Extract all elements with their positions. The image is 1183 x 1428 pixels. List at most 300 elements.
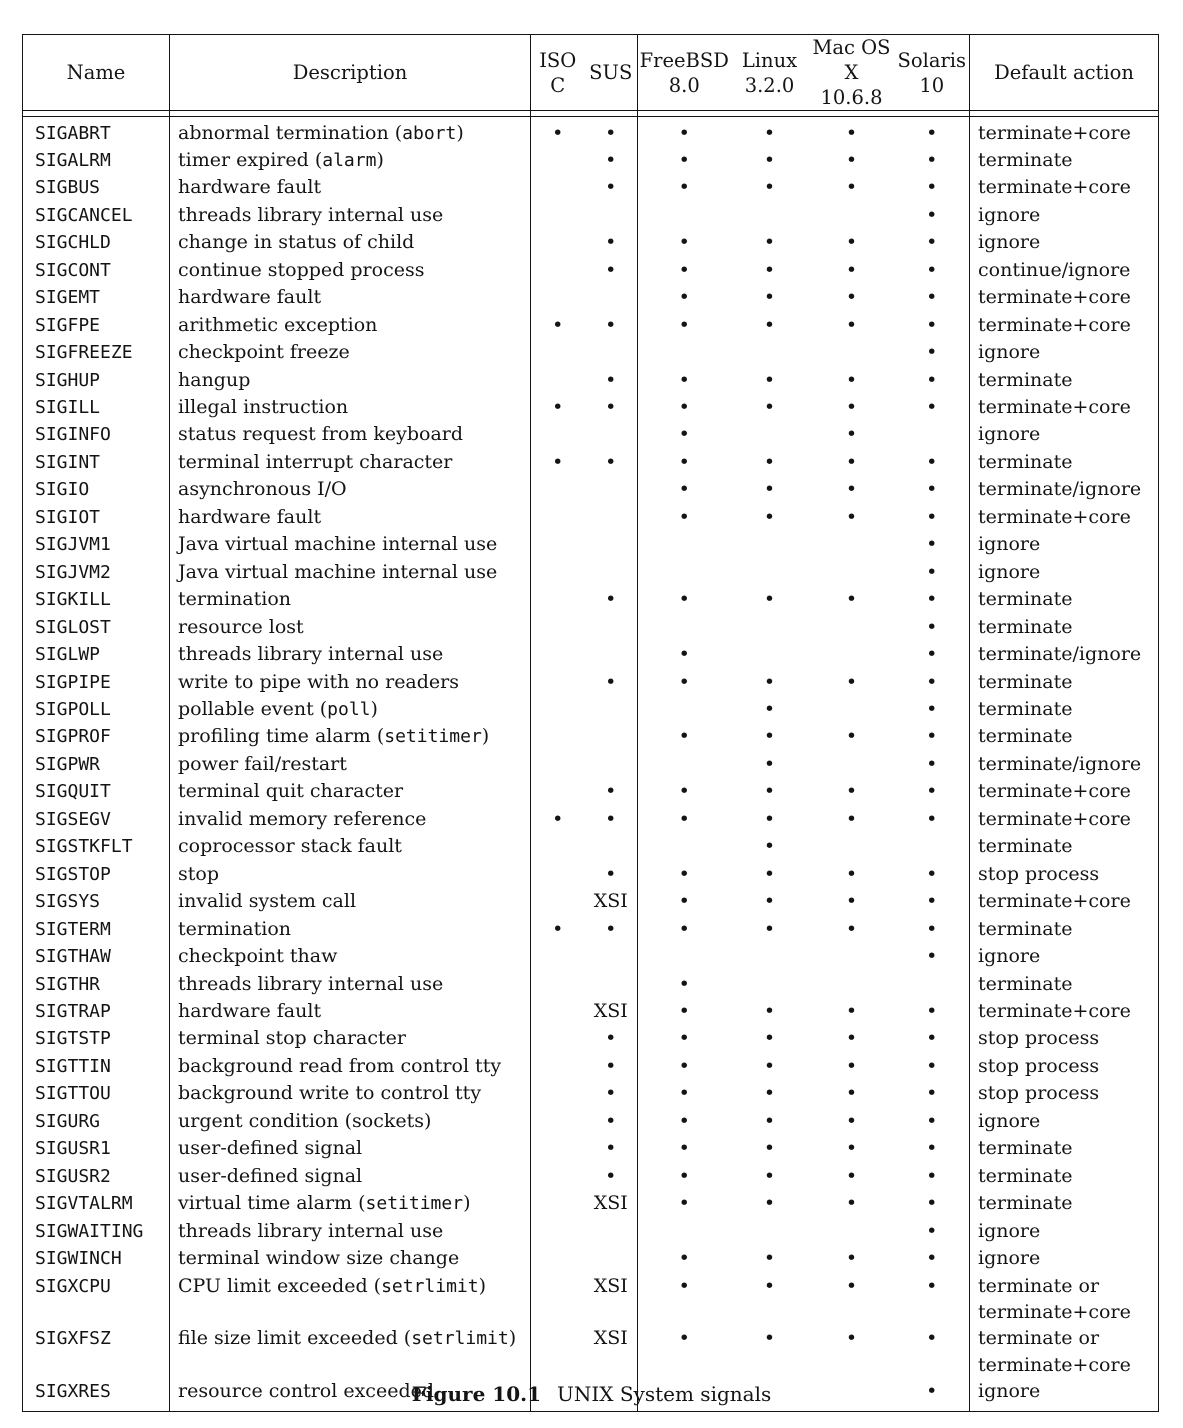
default-action-cell: terminate or terminate+core — [970, 1325, 1159, 1378]
sus-cell — [585, 696, 638, 723]
signal-name: SIGFPE — [35, 314, 101, 336]
default-action-cell: ignore — [970, 1218, 1159, 1245]
table-row — [23, 449, 1159, 476]
freebsd-cell: • — [638, 1245, 731, 1272]
macosx-cell — [809, 641, 895, 668]
default-action-cell: terminate — [970, 971, 1159, 998]
macosx-cell: • — [845, 286, 858, 309]
table-row — [23, 147, 1159, 174]
signal-name: SIGJVM2 — [35, 561, 111, 583]
default-action-cell: terminate — [970, 669, 1159, 696]
default-action-cell: terminate or terminate+core — [970, 1273, 1159, 1326]
signal-name: SIGEMT — [35, 287, 101, 309]
signal-description-cell: checkpoint thaw — [170, 943, 531, 970]
sus-cell: XSI — [593, 890, 628, 913]
signal-description-cell: virtual time alarm (setitimer) — [170, 1190, 531, 1217]
signal-name: SIGXFSZ — [35, 1328, 111, 1350]
platform-version: 10.6.8 — [820, 86, 883, 109]
solaris-cell: • — [926, 1192, 938, 1215]
signal-name: SIGURG — [35, 1110, 101, 1132]
default-action-cell: ignore — [970, 1378, 1159, 1411]
default-action-cell: ignore — [970, 943, 1159, 970]
signal-name-cell — [23, 614, 170, 641]
iso-c-cell — [531, 202, 585, 229]
signal-name: SIGCHLD — [35, 232, 111, 254]
default-action-cell: terminate — [970, 586, 1159, 613]
freebsd-cell: • — [638, 723, 731, 750]
signal-name-cell — [23, 174, 170, 201]
sus-cell: • — [605, 450, 617, 473]
freebsd-cell: • — [638, 1108, 731, 1135]
iso-c-cell — [531, 943, 585, 970]
sus-cell: • — [605, 807, 617, 830]
macosx-cell: • — [845, 505, 858, 528]
sus-cell: • — [605, 1082, 617, 1105]
freebsd-cell: • — [638, 174, 731, 201]
linux-cell: • — [763, 1054, 776, 1077]
macosx-cell: • — [845, 1164, 858, 1187]
platform-version: 8.0 — [668, 73, 700, 97]
default-action-cell: ignore — [970, 531, 1159, 558]
signal-name: SIGPWR — [35, 753, 101, 775]
signal-name-cell — [23, 449, 170, 476]
freebsd-cell: • — [638, 1325, 731, 1378]
linux-cell: • — [763, 862, 776, 885]
signal-description-cell: terminal window size change — [170, 1245, 531, 1272]
signal-name-cell — [23, 1273, 170, 1326]
solaris-cell: • — [926, 121, 938, 144]
iso-c-cell — [531, 1245, 585, 1272]
linux-cell: • — [763, 286, 776, 309]
signal-description-cell: write to pipe with no readers — [170, 669, 531, 696]
macosx-cell — [809, 202, 895, 229]
macosx-cell: • — [845, 917, 858, 940]
sus-cell: XSI — [593, 1000, 628, 1022]
macosx-cell: • — [845, 780, 858, 803]
figure-label: Figure 10.1 — [411, 1382, 541, 1406]
solaris-cell: • — [926, 725, 938, 748]
signal-description-cell: hardware fault — [170, 504, 531, 531]
freebsd-cell — [638, 559, 731, 586]
signal-description-cell: threads library internal use — [170, 971, 531, 998]
table-row — [23, 174, 1159, 201]
macosx-cell: • — [845, 1137, 858, 1160]
solaris-cell: • — [926, 862, 938, 885]
signals-table-body — [23, 116, 1159, 1411]
sus-cell — [585, 202, 638, 229]
sus-cell — [585, 284, 638, 311]
freebsd-cell: • — [638, 669, 731, 696]
iso-c-cell — [531, 174, 585, 201]
macosx-cell — [809, 971, 895, 998]
signal-description-cell: invalid system call — [170, 888, 531, 915]
linux-cell: • — [763, 698, 776, 721]
linux-cell — [731, 641, 809, 668]
macosx-cell — [809, 614, 895, 641]
signal-name: SIGKILL — [35, 589, 111, 611]
signal-name: SIGLOST — [35, 616, 111, 638]
iso-c-cell — [531, 1025, 585, 1052]
signal-name-cell — [23, 669, 170, 696]
solaris-cell: • — [926, 1109, 938, 1132]
iso-c-cell — [531, 751, 585, 778]
sus-cell: • — [605, 1109, 617, 1132]
table-row — [23, 1025, 1159, 1052]
signal-name-cell — [23, 531, 170, 558]
sus-cell — [585, 1245, 638, 1272]
freebsd-cell — [638, 943, 731, 970]
macosx-cell: • — [845, 423, 858, 446]
freebsd-cell: • — [638, 1273, 731, 1326]
linux-cell: • — [763, 368, 776, 391]
sus-cell: • — [605, 1164, 617, 1187]
default-action-cell: ignore — [970, 339, 1159, 366]
iso-c-cell — [531, 641, 585, 668]
linux-cell: • — [763, 1327, 776, 1350]
signal-name-cell — [23, 1053, 170, 1080]
iso-c-cell — [531, 1135, 585, 1162]
linux-cell — [731, 202, 809, 229]
sus-cell: • — [605, 588, 617, 611]
header-solaris — [895, 35, 970, 111]
linux-cell: • — [763, 505, 776, 528]
default-action-cell: stop process — [970, 1025, 1159, 1052]
signal-description-cell: pollable event (poll) — [170, 696, 531, 723]
signal-description-cell: Java virtual machine internal use — [170, 531, 531, 558]
signal-name: SIGCANCEL — [35, 204, 133, 226]
table-row — [23, 229, 1159, 256]
signal-name: SIGTHR — [35, 973, 101, 995]
freebsd-cell: • — [638, 888, 731, 915]
solaris-cell: • — [926, 1082, 938, 1105]
signal-description-cell: checkpoint freeze — [170, 339, 531, 366]
signal-name: SIGILL — [35, 397, 101, 419]
default-action-cell: ignore — [970, 1245, 1159, 1272]
table-row — [23, 367, 1159, 394]
linux-cell: • — [763, 670, 776, 693]
signal-description-cell: abnormal termination (abort) — [170, 116, 531, 147]
solaris-cell: • — [926, 533, 938, 556]
header-linux — [731, 35, 809, 111]
signal-name: SIGIOT — [35, 506, 101, 528]
freebsd-cell: • — [638, 1025, 731, 1052]
signal-name-cell — [23, 284, 170, 311]
signal-description-cell: threads library internal use — [170, 1218, 531, 1245]
platform-version: 10 — [919, 73, 945, 97]
macosx-cell: • — [845, 396, 858, 419]
solaris-cell: • — [926, 478, 938, 501]
header-iso-c: ISO C — [531, 35, 585, 111]
default-action-cell: terminate — [970, 147, 1159, 174]
macosx-cell: • — [845, 725, 858, 748]
signal-description-cell: resource control exceeded — [170, 1378, 531, 1411]
iso-c-cell — [531, 696, 585, 723]
signal-name: SIGTTOU — [35, 1083, 111, 1105]
table-row — [23, 531, 1159, 558]
signal-name: SIGBUS — [35, 177, 101, 199]
freebsd-cell: • — [638, 284, 731, 311]
linux-cell: • — [763, 1082, 776, 1105]
signal-description-cell: power fail/restart — [170, 751, 531, 778]
signal-description-cell: termination — [170, 916, 531, 943]
iso-c-cell — [531, 888, 585, 915]
default-action-cell: terminate/ignore — [970, 751, 1159, 778]
linux-cell: • — [763, 313, 776, 336]
signal-name-cell — [23, 696, 170, 723]
default-action-cell: terminate+core — [970, 888, 1159, 915]
freebsd-cell: • — [638, 641, 731, 668]
sus-cell: • — [605, 176, 617, 199]
freebsd-cell: • — [638, 861, 731, 888]
linux-cell: • — [763, 1027, 776, 1050]
freebsd-cell — [638, 1218, 731, 1245]
linux-cell: • — [763, 890, 776, 913]
linux-cell: • — [763, 176, 776, 199]
signal-name: SIGJVM1 — [35, 534, 111, 556]
macosx-cell: • — [845, 258, 858, 281]
table-row — [23, 116, 1159, 147]
solaris-cell: • — [926, 1380, 938, 1403]
signal-name: SIGUSR2 — [35, 1165, 111, 1187]
signal-name-cell — [23, 833, 170, 860]
macosx-cell: • — [845, 807, 858, 830]
signal-name: SIGQUIT — [35, 781, 111, 803]
freebsd-cell: • — [638, 586, 731, 613]
signal-name: SIGSTOP — [35, 863, 111, 885]
freebsd-cell — [638, 614, 731, 641]
linux-cell: • — [763, 1164, 776, 1187]
freebsd-cell: • — [638, 449, 731, 476]
macosx-cell: • — [845, 231, 858, 254]
signal-description-cell: terminal interrupt character — [170, 449, 531, 476]
iso-c-cell — [531, 1053, 585, 1080]
macosx-cell: • — [845, 1000, 858, 1022]
signal-name-cell — [23, 367, 170, 394]
sus-cell: XSI — [593, 1274, 628, 1297]
linux-cell — [731, 339, 809, 366]
table-row — [23, 778, 1159, 805]
signal-name: SIGALRM — [35, 149, 111, 171]
table-header — [23, 35, 1159, 117]
solaris-cell: • — [926, 643, 938, 666]
default-action-cell: terminate+core — [970, 174, 1159, 201]
freebsd-cell: • — [638, 476, 731, 503]
solaris-cell: • — [926, 560, 938, 583]
sus-cell: • — [605, 1137, 617, 1160]
signal-description-cell: continue stopped process — [170, 257, 531, 284]
macosx-cell: • — [845, 176, 858, 199]
freebsd-cell — [638, 531, 731, 558]
solaris-cell: • — [926, 780, 938, 803]
solaris-cell: • — [926, 945, 938, 968]
signal-name-cell — [23, 394, 170, 421]
signal-description-cell: profiling time alarm (setitimer) — [170, 723, 531, 750]
signal-name-cell — [23, 1190, 170, 1217]
sus-cell: • — [605, 368, 617, 391]
macosx-cell — [809, 751, 895, 778]
freebsd-cell: • — [638, 257, 731, 284]
freebsd-cell: • — [638, 971, 731, 998]
iso-c-cell: • — [531, 449, 585, 476]
linux-cell: • — [763, 231, 776, 254]
iso-c-cell — [531, 778, 585, 805]
linux-cell — [731, 421, 809, 448]
platform-name: Mac OS X — [812, 36, 891, 84]
solaris-cell: • — [926, 1137, 938, 1160]
signal-name-cell — [23, 421, 170, 448]
solaris-cell: • — [926, 148, 938, 171]
freebsd-cell: • — [638, 116, 731, 147]
signal-name-cell — [23, 1135, 170, 1162]
signal-name-cell — [23, 1325, 170, 1378]
iso-c-cell — [531, 614, 585, 641]
default-action-cell: terminate — [970, 367, 1159, 394]
signal-description-cell: resource lost — [170, 614, 531, 641]
linux-cell — [731, 971, 809, 998]
linux-cell: • — [763, 1247, 776, 1270]
table-row — [23, 1080, 1159, 1107]
table-row — [23, 998, 1159, 1025]
default-action-cell: stop process — [970, 1053, 1159, 1080]
solaris-cell: • — [926, 1027, 938, 1050]
sus-cell: • — [605, 862, 617, 885]
iso-c-cell — [531, 669, 585, 696]
linux-cell: • — [763, 450, 776, 473]
linux-cell: • — [763, 1000, 776, 1022]
signal-name-cell — [23, 1218, 170, 1245]
sus-cell — [585, 504, 638, 531]
macosx-cell: • — [845, 1192, 858, 1215]
freebsd-cell: • — [638, 1053, 731, 1080]
linux-cell — [731, 531, 809, 558]
table-row — [23, 312, 1159, 339]
freebsd-cell: • — [638, 504, 731, 531]
signal-description-cell: change in status of child — [170, 229, 531, 256]
signal-name: SIGSTKFLT — [35, 836, 133, 858]
signal-name: SIGIO — [35, 479, 90, 501]
iso-c-cell — [531, 971, 585, 998]
linux-cell: • — [763, 588, 776, 611]
signal-description-cell: status request from keyboard — [170, 421, 531, 448]
signal-description-cell: hardware fault — [170, 284, 531, 311]
sus-cell — [585, 971, 638, 998]
signal-name-cell — [23, 1025, 170, 1052]
table-row — [23, 833, 1159, 860]
solaris-cell: • — [926, 1054, 938, 1077]
table-row — [23, 586, 1159, 613]
default-action-cell: terminate+core — [970, 778, 1159, 805]
freebsd-cell: • — [638, 394, 731, 421]
sus-cell: • — [605, 396, 617, 419]
macosx-cell — [809, 943, 895, 970]
platform-name: Solaris — [897, 48, 967, 72]
sus-cell — [585, 421, 638, 448]
table-row — [23, 723, 1159, 750]
default-action-cell: ignore — [970, 421, 1159, 448]
signal-description-cell: background write to control tty — [170, 1080, 531, 1107]
iso-c-cell — [531, 1190, 585, 1217]
signal-name-cell — [23, 641, 170, 668]
signal-description-cell: arithmetic exception — [170, 312, 531, 339]
table-row — [23, 971, 1159, 998]
signal-name-cell — [23, 806, 170, 833]
default-action-cell: terminate+core — [970, 806, 1159, 833]
table-row — [23, 284, 1159, 311]
macosx-cell: • — [845, 1327, 858, 1350]
default-action-cell: ignore — [970, 229, 1159, 256]
sus-cell: • — [605, 1027, 617, 1050]
signal-name: SIGPIPE — [35, 671, 111, 693]
freebsd-cell — [638, 751, 731, 778]
iso-c-cell — [531, 723, 585, 750]
macosx-cell — [809, 696, 895, 723]
sus-cell: • — [605, 148, 617, 171]
sus-cell: XSI — [593, 1192, 628, 1215]
solaris-cell: • — [926, 368, 938, 391]
default-action-cell: terminate+core — [970, 312, 1159, 339]
solaris-cell: • — [926, 1164, 938, 1187]
signal-name-cell — [23, 229, 170, 256]
sus-cell — [585, 641, 638, 668]
freebsd-cell: • — [638, 147, 731, 174]
solaris-cell: • — [926, 1000, 938, 1022]
default-action-cell: terminate+core — [970, 284, 1159, 311]
macosx-cell — [809, 339, 895, 366]
freebsd-cell — [638, 696, 731, 723]
solaris-cell: • — [926, 313, 938, 336]
default-action-cell: ignore — [970, 1108, 1159, 1135]
signal-name-cell — [23, 943, 170, 970]
iso-c-cell — [531, 559, 585, 586]
sus-cell — [585, 1218, 638, 1245]
signal-description-cell: hardware fault — [170, 174, 531, 201]
signal-name-cell — [23, 778, 170, 805]
signal-description-cell: file size limit exceeded (setrlimit) — [170, 1325, 531, 1378]
signal-description-cell: threads library internal use — [170, 641, 531, 668]
signal-description-cell: terminal quit character — [170, 778, 531, 805]
signal-description-cell: threads library internal use — [170, 202, 531, 229]
signal-name: SIGWAITING — [35, 1220, 144, 1242]
table-row — [23, 476, 1159, 503]
signals-table — [22, 34, 1159, 1412]
signal-name: SIGSYS — [35, 891, 101, 913]
default-action-cell: ignore — [970, 202, 1159, 229]
header-name: Name — [23, 35, 170, 111]
sus-cell — [585, 559, 638, 586]
sus-cell: • — [605, 670, 617, 693]
signal-name: SIGXRES — [35, 1381, 111, 1403]
signal-description-cell: asynchronous I/O — [170, 476, 531, 503]
solaris-cell: • — [926, 890, 938, 913]
header-default-action: Default action — [970, 35, 1159, 111]
freebsd-cell: • — [638, 1080, 731, 1107]
macosx-cell: • — [845, 450, 858, 473]
sus-cell: • — [605, 917, 617, 940]
solaris-cell: • — [926, 231, 938, 254]
solaris-cell: • — [926, 286, 938, 309]
default-action-cell: ignore — [970, 559, 1159, 586]
signal-name-cell — [23, 559, 170, 586]
solaris-cell — [895, 421, 970, 448]
sus-cell — [585, 723, 638, 750]
freebsd-cell: • — [638, 312, 731, 339]
signal-name-cell — [23, 998, 170, 1025]
iso-c-cell — [531, 229, 585, 256]
solaris-cell: • — [926, 176, 938, 199]
iso-c-cell — [531, 531, 585, 558]
solaris-cell: • — [926, 1219, 938, 1242]
figure-caption — [0, 1382, 1183, 1406]
